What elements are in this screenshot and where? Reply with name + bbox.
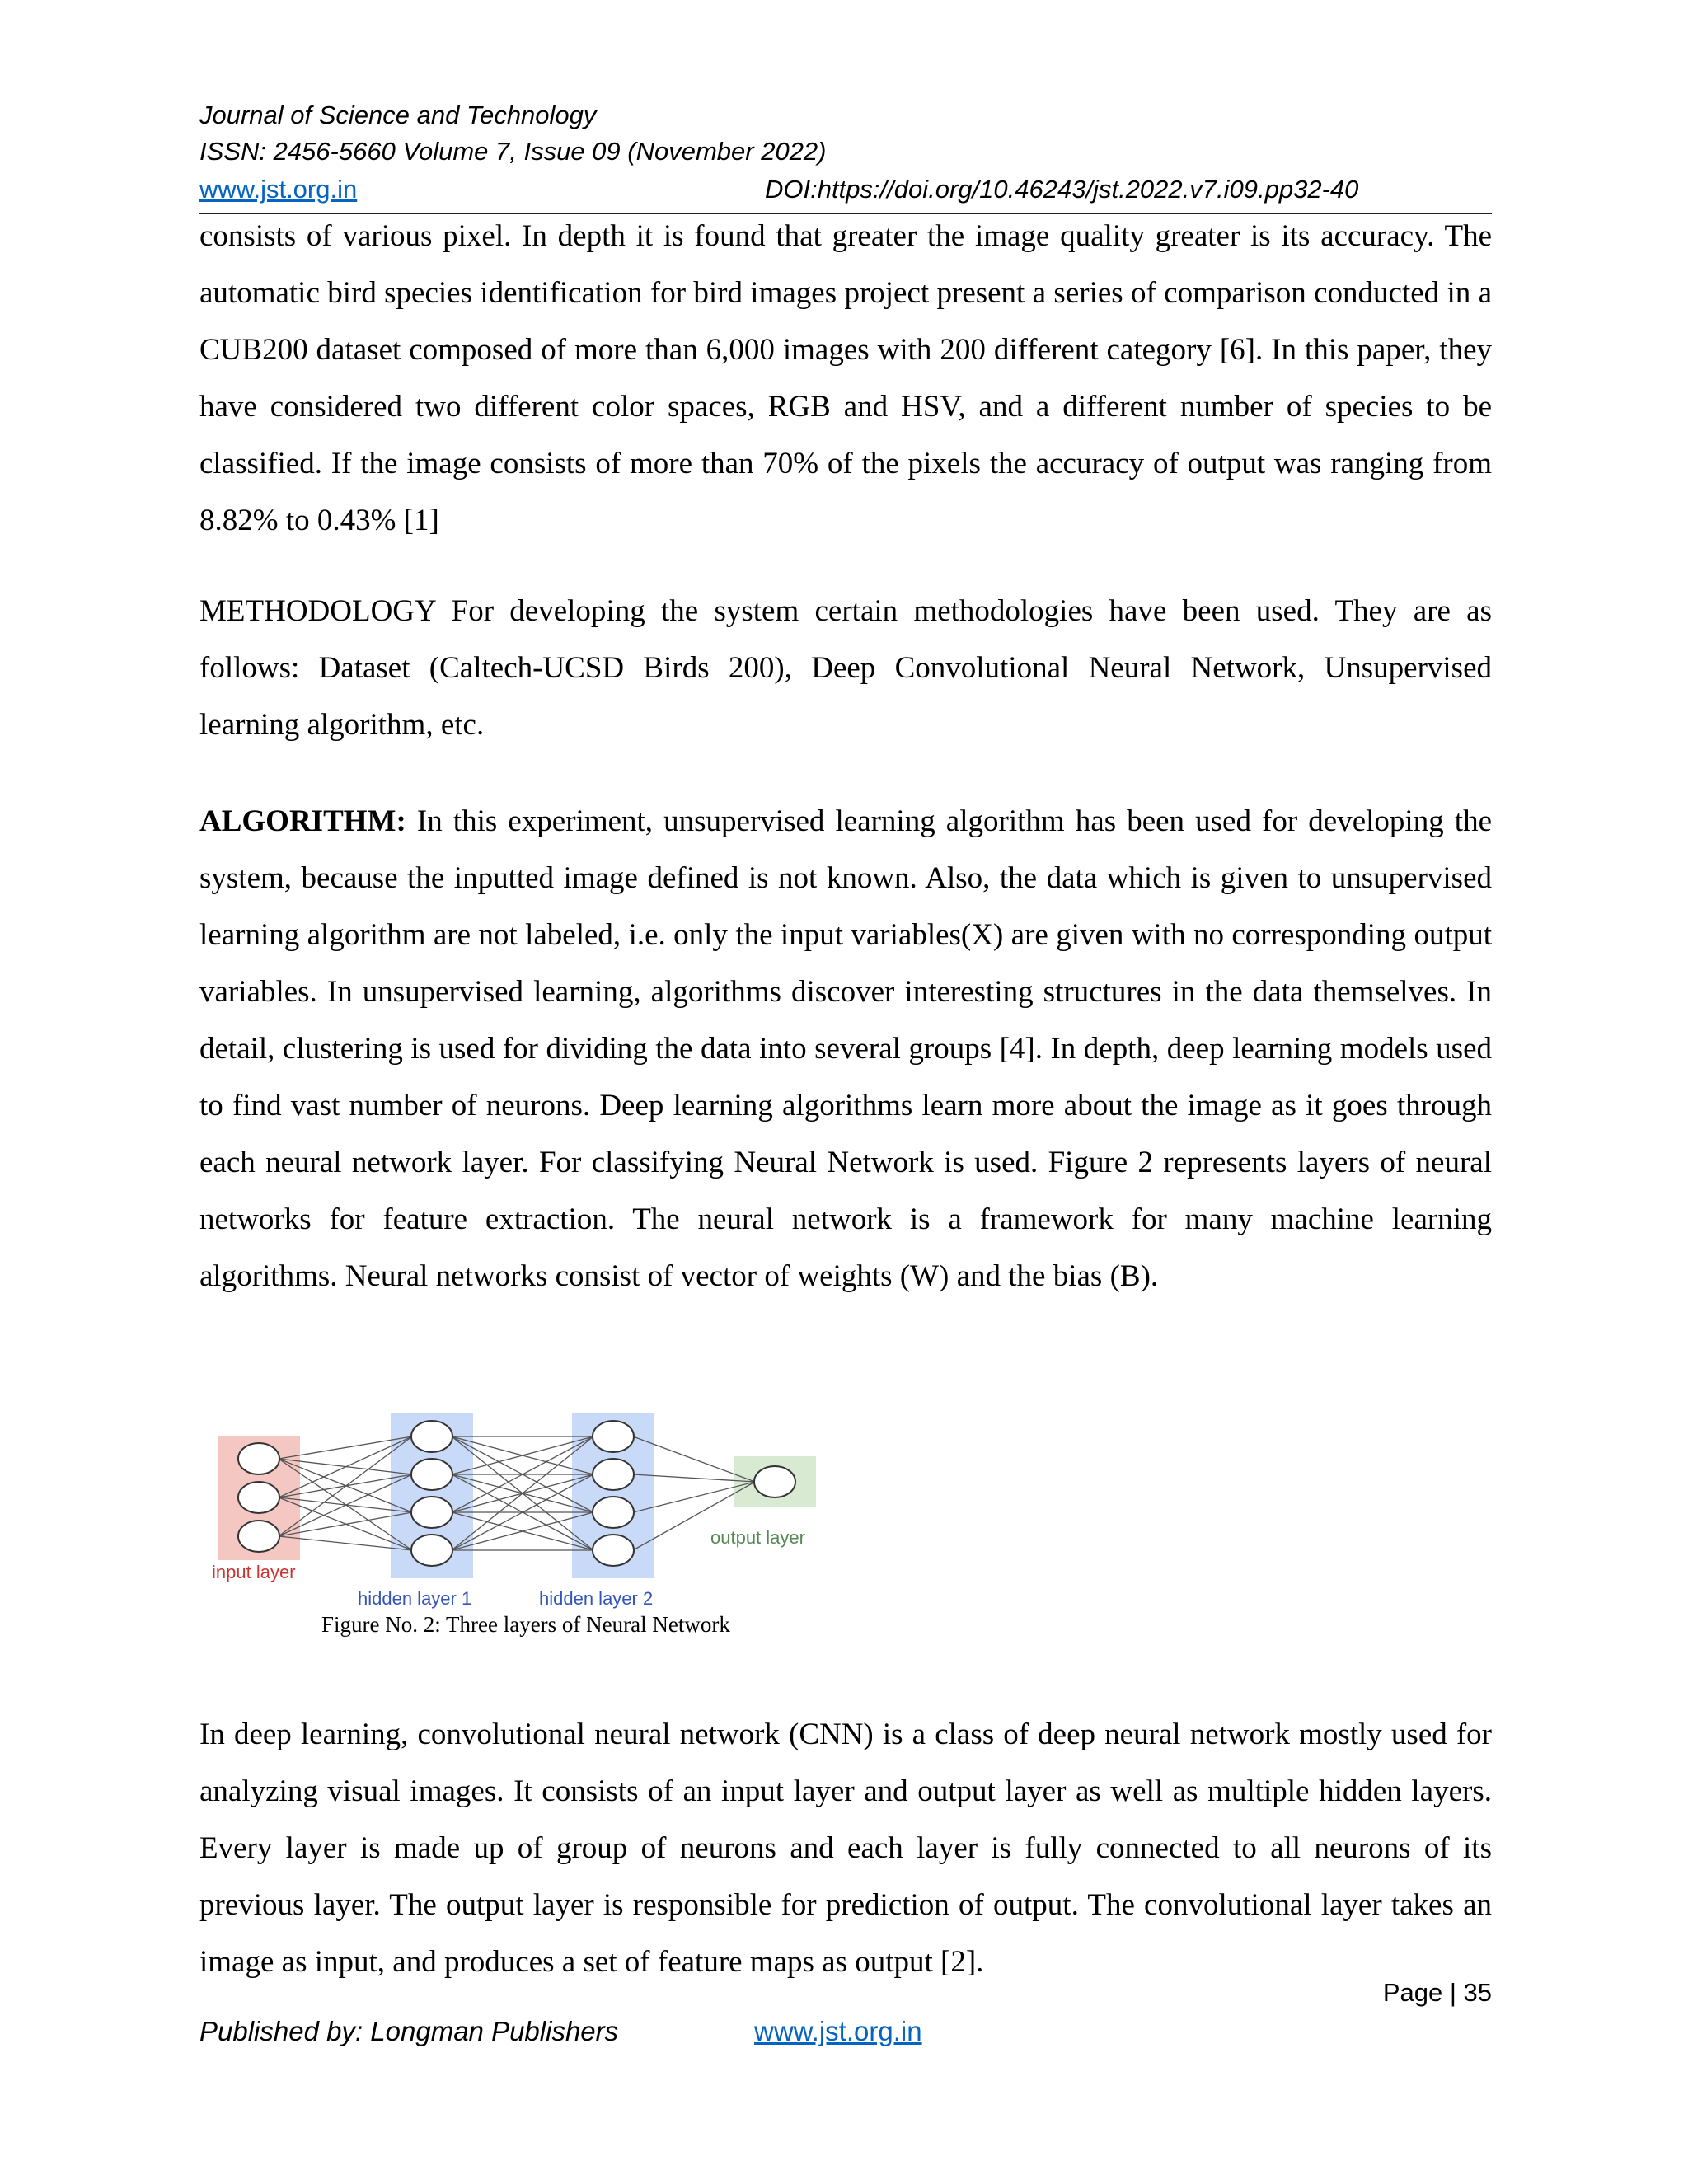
neuron-node xyxy=(593,1497,634,1528)
paragraph-cnn: In deep learning, convolutional neural network (CNN) is a class of deep neural network mostly used for analyzing visual images. It consists of an input layer and output layer as well as multiple hidden layers. Every layer is made up of group of neurons and each layer is fully connected to all neurons of its previous layer. The output layer is responsible for prediction of output. The convolutional layer takes an image as input, and produces a set of feature maps as output [2]. xyxy=(199,1718,1492,1979)
journal-title: Journal of Science and Technology xyxy=(199,101,597,129)
input-layer-label: input layer xyxy=(212,1562,296,1582)
hidden-layer-1-label: hidden layer 1 xyxy=(358,1588,472,1609)
neuron-node xyxy=(238,1521,279,1552)
footer-url-link[interactable]: www.jst.org.in xyxy=(754,2016,922,2046)
neuron-node xyxy=(238,1482,279,1513)
algorithm-heading: ALGORITHM: xyxy=(199,804,406,838)
paragraph-methodology: METHODOLOGY For developing the system certain methodologies have been used. They are as follows: Dataset (Caltech-UCSD Birds 200), Deep Convolutional Neural Network, Unsupervised learning algorithm, etc. xyxy=(199,594,1492,742)
neural-network-figure xyxy=(208,1413,859,1636)
neuron-node xyxy=(411,1497,452,1528)
neuron-node xyxy=(593,1535,634,1566)
header-url-link[interactable]: www.jst.org.in xyxy=(199,175,358,204)
neuron-node xyxy=(411,1459,452,1490)
paragraph-1: consists of various pixel. In depth it is found that greater the image quality greater is its accuracy. The automatic bird species identification for bird images project present a series of comparison conducted in a CUB200 dataset composed of more than 6,000 images with 200 different category [6]. In this paper, they have considered two different color spaces, RGB and HSV, and a different number of species to be classified. If the image consists of more than 70% of the pixels the accuracy of output was ranging from 8.82% to 0.43% [1] xyxy=(199,219,1492,537)
hidden-layer-2-label: hidden layer 2 xyxy=(539,1588,654,1609)
neuron-node xyxy=(238,1443,279,1474)
output-layer-label: output layer xyxy=(710,1527,805,1548)
neuron-node xyxy=(411,1535,452,1566)
issn-line: ISSN: 2456-5660 Volume 7, Issue 09 (November 2022) xyxy=(199,137,827,166)
algorithm-text: In this experiment, unsupervised learning algorithm has been used for developing the system, because the inputted image defined is not known. Also, the data which is given to unsupervised learning algorithm are not labeled, i.e. only the input variables(X) are given with no corresponding output variables. In unsupervised learning, algorithms discover interesting structures in the data themselves. In detail, clustering is used for dividing the data into several groups [4]. In depth, deep learning models used to find vast number of neurons. Deep learning algorithms learn more about the image as it goes through each neural network layer. For classifying Neural Network is used. Figure 2 represents layers of neural networks for feature extraction. The neural network is a framework for many machine learning algorithms. Neural networks consist of vector of weights (W) and the bias (B). xyxy=(199,804,1493,1293)
neuron-node xyxy=(754,1466,795,1497)
page-number: Page | 35 xyxy=(1382,1978,1492,2007)
neuron-node xyxy=(593,1459,634,1490)
doi-line: DOI:https://doi.org/10.46243/jst.2022.v7.i09.pp32-40 xyxy=(765,175,1359,204)
neuron-node xyxy=(411,1421,452,1452)
paragraph-algorithm xyxy=(199,793,1492,1305)
neuron-node xyxy=(593,1421,634,1452)
footer-publisher: Published by: Longman Publishers xyxy=(199,2016,619,2046)
connections xyxy=(279,1436,755,1550)
figure-caption: Figure No. 2: Three layers of Neural Network xyxy=(321,1612,730,1637)
